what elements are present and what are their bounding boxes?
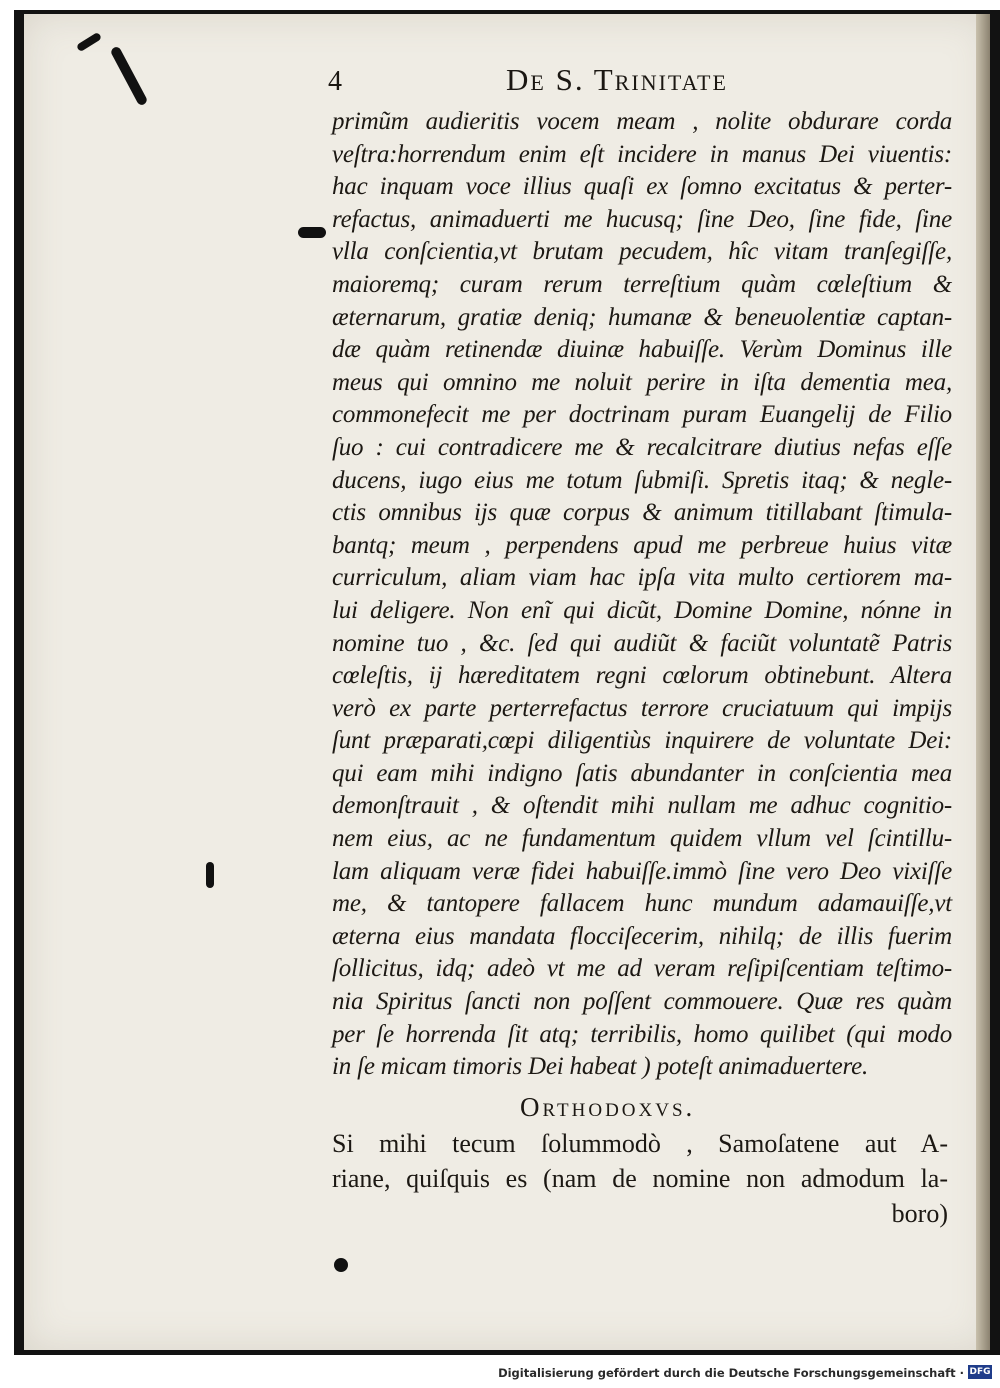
text-line: bantq; meum , perpendens apud me perbreue huius vitæ <box>332 531 952 559</box>
ink-mark-margin <box>298 227 326 238</box>
text-line: hac inquam voce illius quaſi ex ſomno excitatus & perter- <box>332 173 952 201</box>
text-line: ctis omnibus ijs quæ corpus & animum titillabant ſtimula- <box>332 499 952 527</box>
text-line: primũm audieritis vocem meam , nolite obdurare corda <box>332 108 952 135</box>
dfg-logo: DFG <box>969 1367 991 1377</box>
text-line: vlla conſcientia,vt brutam pecudem, hîc vitam tranſegiſſe, <box>332 238 952 266</box>
text-line: meus qui omnino me noluit perire in iſta dementia mea, <box>332 368 952 396</box>
text-line: me, & tantopere fallacem hunc mundum adamauiſſe,vt <box>332 890 952 918</box>
text-line: ſollicitus, idq; adeò vt me ad veram reſipiſcentiam teſtimo- <box>332 955 952 983</box>
text-line: commonefecit me per doctrinam puram Euangelij de Filio <box>332 401 952 429</box>
text-line: æterna eius mandata flocciſecerim, nihilq; de illis fuerim <box>332 922 952 950</box>
text-line: nem eius, ac ne fundamentum quidem vllum vel ſcintillu- <box>332 825 952 853</box>
text-line: ducens, iugo eius me totum ſubmiſi. Spretis itaq; & negle- <box>332 466 952 494</box>
text-line: ſuo : cui contradicere me & recalcitrare diutius nefas eſſe <box>332 433 952 461</box>
text-line: demonſtrauit , & oſtendit mihi nullam me adhuc cognitio- <box>332 792 952 820</box>
running-title: De S. Trinitate <box>506 62 728 97</box>
text-line: curriculum, aliam viam hac ipſa vita multo certiorem ma- <box>332 564 952 592</box>
text-line: maioremq; curam rerum terreſtium quàm cœleſtium & <box>332 270 952 298</box>
reply-line: riane, quiſquis es (nam de nomine non admodum la- <box>332 1164 948 1193</box>
text-line: ſunt præparati,cœpi diligentiùs inquirere de voluntate Dei: <box>332 727 952 755</box>
text-line: nomine tuo , &c. ſed qui audiũt & faciũt voluntatẽ Patris <box>332 629 952 657</box>
ink-mark-bottom-dot <box>334 1258 348 1272</box>
text-line: nia Spiritus ſancti non poſſent commouere. Quæ res quàm <box>332 988 952 1016</box>
running-head <box>328 62 968 102</box>
speaker-heading: Orthodoxvs. <box>520 1092 696 1122</box>
text-line: in ſe micam timoris Dei habeat ) poteſt animaduertere. <box>332 1053 869 1081</box>
footer-bar <box>0 1356 1000 1388</box>
text-line: qui eam mihi indigno ſatis abundanter in conſcientia mea <box>332 759 952 787</box>
text-line: verò ex parte perterrefactus terrore cruciatuum qui impijs <box>332 694 952 722</box>
text-line: lam aliquam veræ fidei habuiſſe.immò ſine vero Deo vixiſſe <box>332 857 952 885</box>
reply-line: boro) <box>891 1199 948 1228</box>
text-line: veſtra:horrendum enim eſt incidere in manus Dei viuentis: <box>332 140 952 168</box>
page-gutter <box>976 14 990 1350</box>
text-line: dæ quàm retinendæ diuinæ habuiſſe. Verùm Dominus ille <box>332 336 952 364</box>
text-line: cœleſtis, ij hæreditatem regni cœlorum obtinebunt. Altera <box>332 662 952 690</box>
reply-line: Si mihi tecum ſolummodò , Samoſatene aut A- <box>332 1129 948 1158</box>
funding-credit: Digitalisierung gefördert durch die Deutsche Forschungsgemeinschaft · <box>498 1366 964 1380</box>
text-line: refactus, animaduerti me hucusq; ſine Deo, ſine fide, ſine <box>332 205 952 233</box>
page-number: 4 <box>328 66 343 97</box>
body-text <box>332 106 952 1084</box>
reply-text <box>332 1126 948 1231</box>
ink-mark-left-blot <box>206 862 214 888</box>
text-line: æternarum, gratiæ deniq; humanæ & beneuolentiæ captan- <box>332 303 952 331</box>
text-line: per ſe horrenda ſit atq; terribilis, homo quilibet (qui modo <box>332 1020 952 1048</box>
text-line: lui deligere. Non enĩ qui dicũt, Domine Domine, nónne in <box>332 596 952 624</box>
